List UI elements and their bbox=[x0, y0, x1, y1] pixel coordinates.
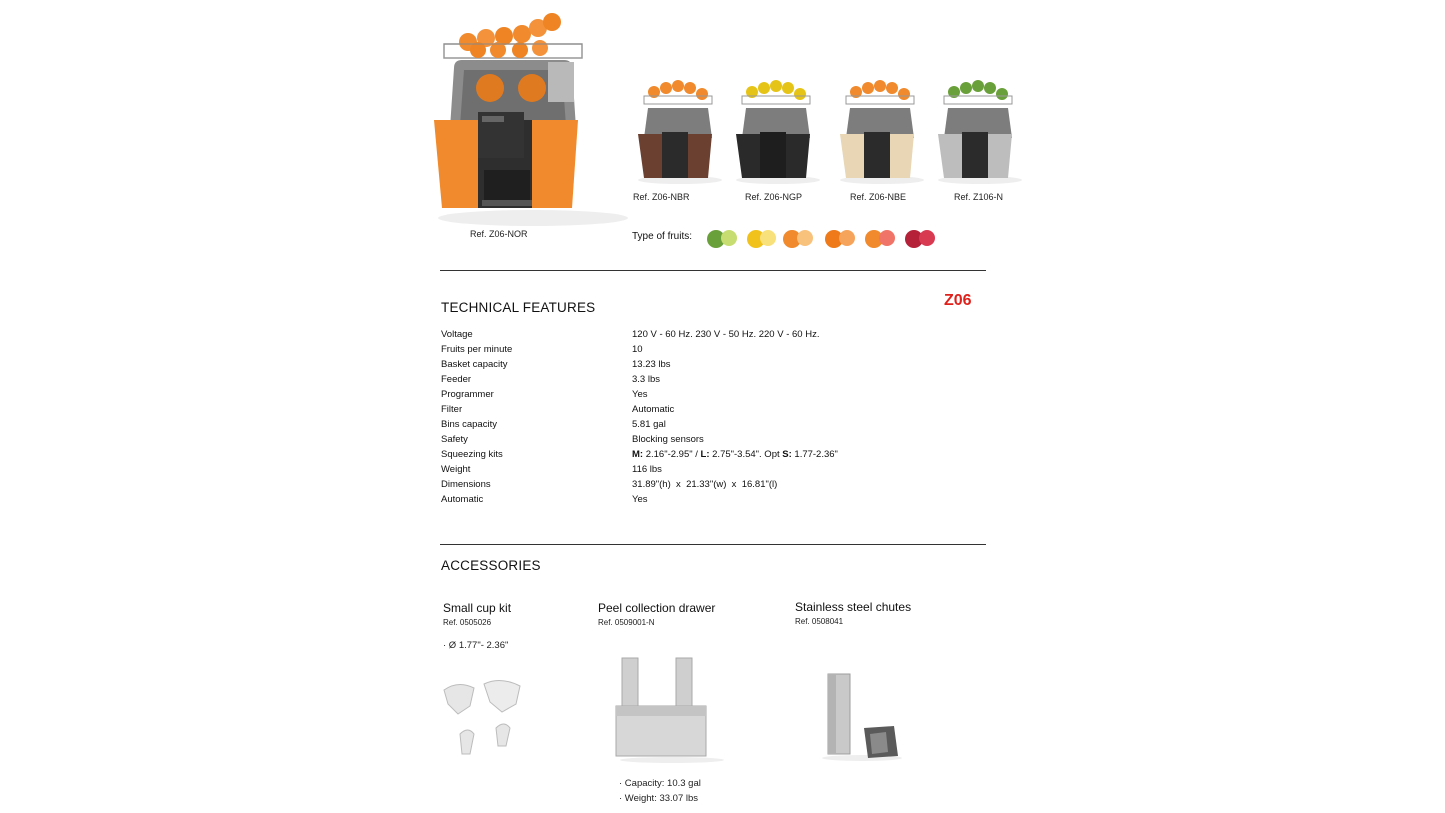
spec-value: 5.81 gal bbox=[632, 419, 666, 430]
spec-row-programmer bbox=[441, 389, 981, 404]
spec-row-weight bbox=[441, 464, 981, 479]
divider-middle bbox=[440, 544, 986, 545]
accessory-name-peel-drawer: Peel collection drawer bbox=[598, 601, 716, 615]
spec-key: Voltage bbox=[441, 329, 473, 340]
fruits-icons bbox=[706, 226, 942, 250]
kit-l-label: L: bbox=[700, 449, 710, 460]
spec-value: Automatic bbox=[632, 404, 675, 415]
accessory-note-peel-drawer-weight: · Weight: 33.07 lbs bbox=[619, 793, 699, 804]
spec-value: 13.23 lbs bbox=[632, 359, 671, 370]
fruits-label: Type of fruits: bbox=[632, 231, 693, 242]
spec-row-feeder bbox=[441, 374, 981, 389]
spec-value: Yes bbox=[632, 389, 648, 400]
spec-row-safety bbox=[441, 434, 981, 449]
spec-value: 3.3 lbs bbox=[632, 374, 660, 385]
kit-m-value: 2.16"-2.95" / bbox=[645, 449, 698, 460]
spec-row-automatic bbox=[441, 494, 981, 509]
chutes-image bbox=[814, 670, 910, 762]
variant-ref-nbe: Ref. Z06-NBE bbox=[850, 192, 907, 202]
spec-key: Squeezing kits bbox=[441, 449, 503, 460]
accessory-name-cup-kit: Small cup kit bbox=[443, 601, 512, 615]
kit-s-value: 1.77-2.36" bbox=[794, 449, 838, 460]
spec-value: 31.89"(h) x 21.33"(w) x 16.81"(l) bbox=[632, 479, 778, 490]
technical-title: TECHNICAL FEATURES bbox=[441, 300, 596, 315]
spec-value: Yes bbox=[632, 494, 648, 505]
spec-key: Programmer bbox=[441, 389, 494, 400]
divider-top bbox=[440, 270, 986, 271]
spec-row-basket-capacity bbox=[441, 359, 981, 374]
main-product-image bbox=[428, 8, 628, 228]
grapefruit-icon bbox=[865, 230, 895, 248]
variant-nbr-image bbox=[632, 76, 724, 184]
spec-value: Blocking sensors bbox=[632, 434, 704, 445]
lime-icon bbox=[707, 230, 737, 248]
spec-key: Fruits per minute bbox=[441, 344, 513, 355]
variant-ref-ngp: Ref. Z06-NGP bbox=[745, 192, 803, 202]
peel-drawer-image bbox=[612, 654, 728, 764]
spec-value: 120 V - 60 Hz. 230 V - 50 Hz. 220 V - 60 Hz. bbox=[632, 329, 820, 340]
orange-icon bbox=[783, 230, 813, 248]
variant-nbe-image bbox=[834, 76, 926, 184]
accessory-ref-chutes: Ref. 0508041 bbox=[795, 617, 844, 626]
spec-key: Feeder bbox=[441, 374, 472, 385]
accessory-name-chutes: Stainless steel chutes bbox=[795, 600, 912, 614]
variant-ref-n: Ref. Z106-N bbox=[954, 192, 1004, 202]
spec-row-squeezing-kits bbox=[441, 449, 981, 464]
spec-key: Dimensions bbox=[441, 479, 491, 490]
variant-ref-nbr: Ref. Z06-NBR bbox=[633, 192, 690, 202]
spec-key: Basket capacity bbox=[441, 359, 508, 370]
accessory-ref-cup-kit: Ref. 0505026 bbox=[443, 618, 492, 627]
variant-ngp-image bbox=[730, 76, 822, 184]
accessories-title: ACCESSORIES bbox=[441, 558, 541, 573]
lemon-icon bbox=[747, 230, 776, 248]
spec-value: 116 lbs bbox=[632, 464, 662, 475]
spec-key: Weight bbox=[441, 464, 471, 475]
spec-row-filter bbox=[441, 404, 981, 419]
spec-key: Bins capacity bbox=[441, 419, 497, 430]
spec-value-squeezing bbox=[632, 449, 838, 460]
kit-m-label: M: bbox=[632, 449, 644, 460]
accessory-ref-peel-drawer: Ref. 0509001-N bbox=[598, 618, 655, 627]
cup-kit-image bbox=[440, 676, 530, 762]
accessory-note-peel-drawer-capacity: · Capacity: 10.3 gal bbox=[619, 778, 701, 789]
spec-key: Safety bbox=[441, 434, 468, 445]
kit-l-value: 2.75"-3.54". Opt bbox=[712, 449, 780, 460]
spec-row-bins-capacity bbox=[441, 419, 981, 434]
model-badge: Z06 bbox=[944, 292, 972, 309]
main-product-ref: Ref. Z06-NOR bbox=[470, 229, 528, 239]
mandarin-icon bbox=[825, 230, 855, 248]
accessory-note-cup-kit: · Ø 1.77"- 2.36" bbox=[443, 640, 509, 651]
spec-key: Automatic bbox=[441, 494, 484, 505]
pomegranate-icon bbox=[905, 230, 935, 248]
kit-s-label: S: bbox=[782, 449, 792, 460]
spec-row-dimensions bbox=[441, 479, 981, 494]
spec-key: Filter bbox=[441, 404, 463, 415]
spec-row-voltage bbox=[441, 329, 981, 344]
spec-row-fruits-per-minute bbox=[441, 344, 981, 359]
variant-n-image bbox=[932, 76, 1024, 184]
spec-value: 10 bbox=[632, 344, 643, 355]
